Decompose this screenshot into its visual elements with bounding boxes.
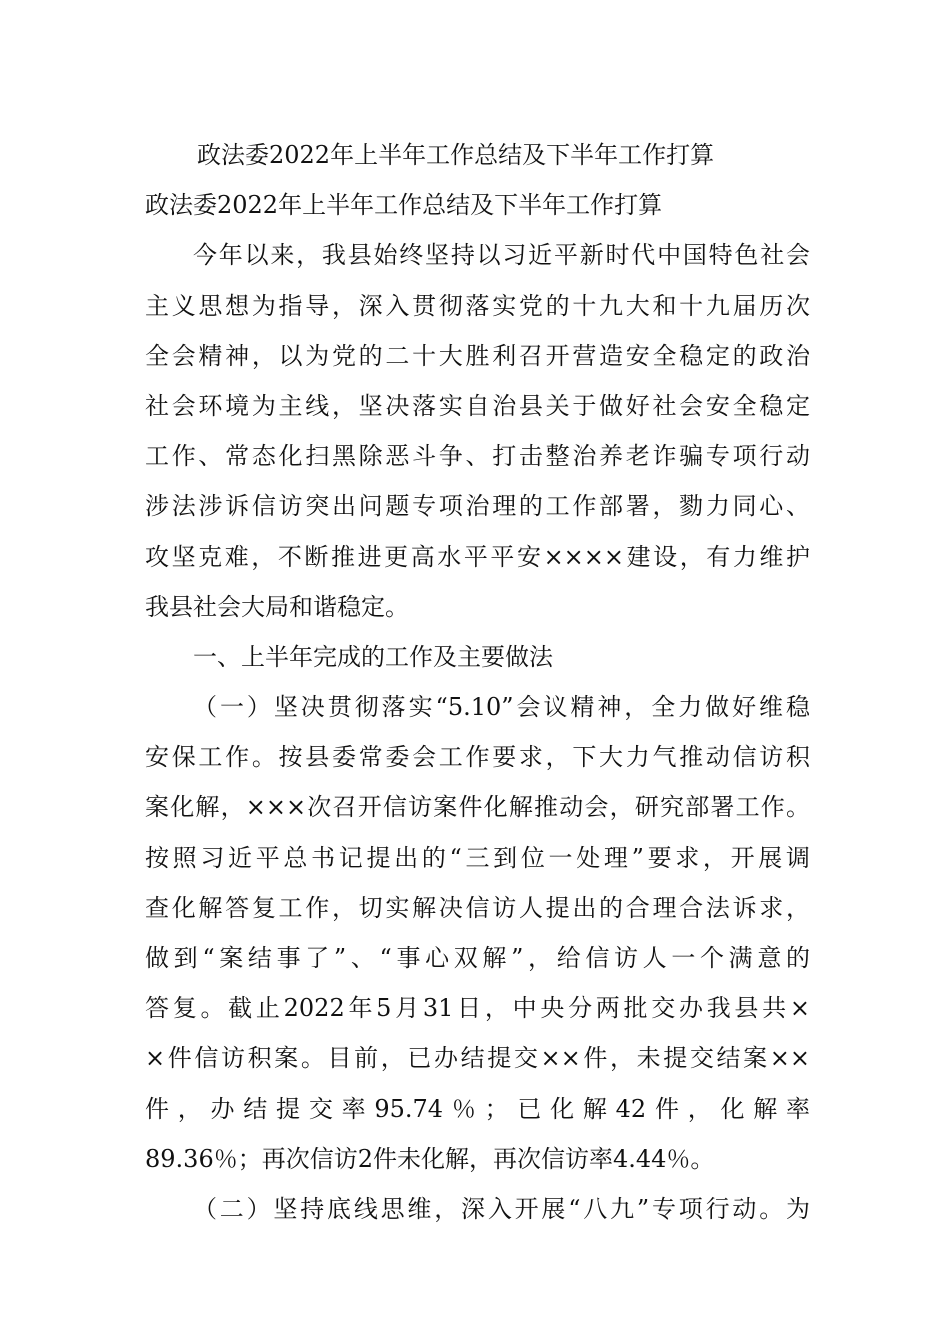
paragraph-line: 社会环境为主线，坚决落实自治县关于做好社会安全稳定 xyxy=(145,391,810,420)
paragraph-line: 按照习近平总书记提出的“三到位一处理”要求，开展调 xyxy=(145,843,810,872)
paragraph-line: 答复。截止2022年5月31日，中央分两批交办我县共× xyxy=(145,994,810,1023)
paragraph-line: 全会精神，以为党的二十大胜利召开营造安全稳定的政治 xyxy=(145,341,810,370)
paragraph-line: 89.36％；再次信访2件未化解，再次信访率4.44％。 xyxy=(145,1144,715,1173)
paragraph-line: 攻坚克难，不断推进更高水平平安××××建设，有力维护 xyxy=(145,542,810,571)
paragraph-line: （一）坚决贯彻落实“5.10”会议精神，全力做好维稳 xyxy=(193,693,810,722)
paragraph-line: 案化解，×××次召开信访案件化解推动会，研究部署工作。 xyxy=(145,793,810,822)
section-heading: 一、上半年完成的工作及主要做法 xyxy=(193,642,553,671)
paragraph-line: 查化解答复工作，切实解决信访人提出的合理合法诉求， xyxy=(145,893,810,922)
paragraph-line: 件，办结提交率95.74％；已化解42件，化解率 xyxy=(145,1094,810,1123)
document-title: 政法委2022年上半年工作总结及下半年工作打算 xyxy=(197,141,715,169)
paragraph-line: 涉法涉诉信访突出问题专项治理的工作部署，勠力同心、 xyxy=(145,492,810,521)
paragraph-line: （二）坚持底线思维，深入开展“八九”专项行动。为 xyxy=(193,1194,810,1223)
paragraph-line: 主义思想为指导，深入贯彻落实党的十九大和十九届历次 xyxy=(145,291,810,320)
paragraph-line: 安保工作。按县委常委会工作要求，下大力气推动信访积 xyxy=(145,743,810,772)
paragraph-line: 今年以来，我县始终坚持以习近平新时代中国特色社会 xyxy=(193,241,810,270)
paragraph-line: 做到“案结事了”、“事心双解”，给信访人一个满意的 xyxy=(145,944,810,972)
paragraph-line: 工作、常态化扫黑除恶斗争、打击整治养老诈骗专项行动 xyxy=(145,442,810,471)
document-body xyxy=(145,130,810,1234)
document-subtitle: 政法委2022年上半年工作总结及下半年工作打算 xyxy=(145,191,663,220)
paragraph-line: 我县社会大局和谐稳定。 xyxy=(145,592,409,621)
paragraph-line: ×件信访积案。目前，已办结提交××件，未提交结案×× xyxy=(145,1044,810,1073)
